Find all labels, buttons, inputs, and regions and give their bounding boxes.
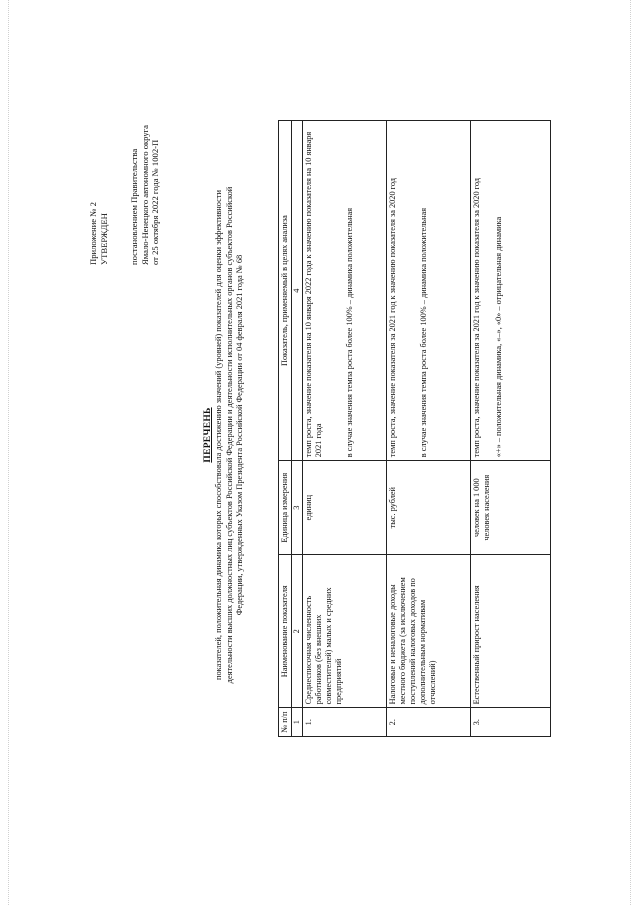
row-number: 2.	[387, 708, 471, 737]
appendix-approved: УТВЕРЖДЕН	[98, 213, 109, 265]
row-analysis-method: темп роста, значение показателя за 2021 год к значению показателя за 2020 год	[472, 178, 481, 458]
table-header-row	[279, 121, 292, 737]
row-analysis-criterion: в случае значения темпа роста более 100% – динамика положительная	[345, 207, 354, 458]
appendix-number: Приложение № 2	[88, 202, 98, 265]
document-subtitle-line-3: Федерации, утвержденных Указом Президента Российской Федерации от 04 февраля 2021 года № 68	[235, 254, 245, 616]
row-indicator-name: Естественный прирост населения	[471, 555, 551, 708]
row-analysis-criterion: в случае значения темпа роста более 100% – динамика положительная	[419, 207, 428, 458]
table-row	[471, 121, 551, 737]
row-analysis-method: темп роста, значение показателя на 10 января 2022 года к значению показателя на 10 января 2021 года	[304, 131, 323, 458]
header-unit: Единица измерения	[279, 461, 292, 555]
document-subtitle-line-2: деятельности высших должностных лиц субъектов Российской Федерации и деятельности исполнительных органов субъектов Российской	[224, 186, 234, 684]
row-analysis	[387, 121, 471, 461]
row-analysis	[471, 121, 551, 461]
document-title: ПЕРЕЧЕНЬ	[203, 407, 213, 463]
appendix-decree-line: постановлением Правительства	[129, 148, 139, 265]
table-row	[303, 121, 387, 737]
row-unit: человек на 1 000 человек населения	[471, 461, 551, 555]
document-heading	[203, 135, 246, 735]
appendix-region-line: Ямало-Ненецкого автономного округа	[139, 125, 150, 265]
header-analysis: Показатель, применяемый в целях анализа	[279, 121, 292, 461]
appendix-block	[88, 15, 161, 265]
header-number: № п/п	[279, 708, 292, 737]
row-unit: единиц	[303, 461, 387, 555]
row-analysis-method: темп роста, значение показателя за 2021 год к значению показателя за 2020 год	[388, 178, 397, 458]
column-number-4: 4	[292, 121, 303, 461]
row-unit: тыс. рублей	[387, 461, 471, 555]
row-analysis-criterion: «+» – положительная динамика, «–», «0» – отрицательная динамика	[494, 216, 503, 458]
row-number: 3.	[471, 708, 551, 737]
column-number-1: 1	[292, 708, 303, 737]
document-subtitle-line-1: показателей, положительная динамика которых способствовала достижению значений (уровней) показателей для оценки эффективности	[214, 190, 223, 680]
row-indicator-name: Среднесписочная численность работников (без внешних совместителей) малых и средних предприятий	[303, 555, 387, 708]
row-number: 1.	[303, 708, 387, 737]
appendix-date-line: от 25 октября 2022 года № 1002-П	[150, 139, 160, 265]
table-column-numbers-row	[292, 121, 303, 737]
column-number-3: 3	[292, 461, 303, 555]
row-analysis	[303, 121, 387, 461]
row-indicator-name: Налоговые и неналоговые доходы местного бюджета (за исключением поступлений налоговых доходов по дополнительным нормативам отчислений)	[387, 555, 471, 708]
table-row	[387, 121, 471, 737]
header-indicator-name: Наименование показателя	[279, 555, 292, 708]
indicators-table	[278, 120, 551, 737]
column-number-2: 2	[292, 555, 303, 708]
